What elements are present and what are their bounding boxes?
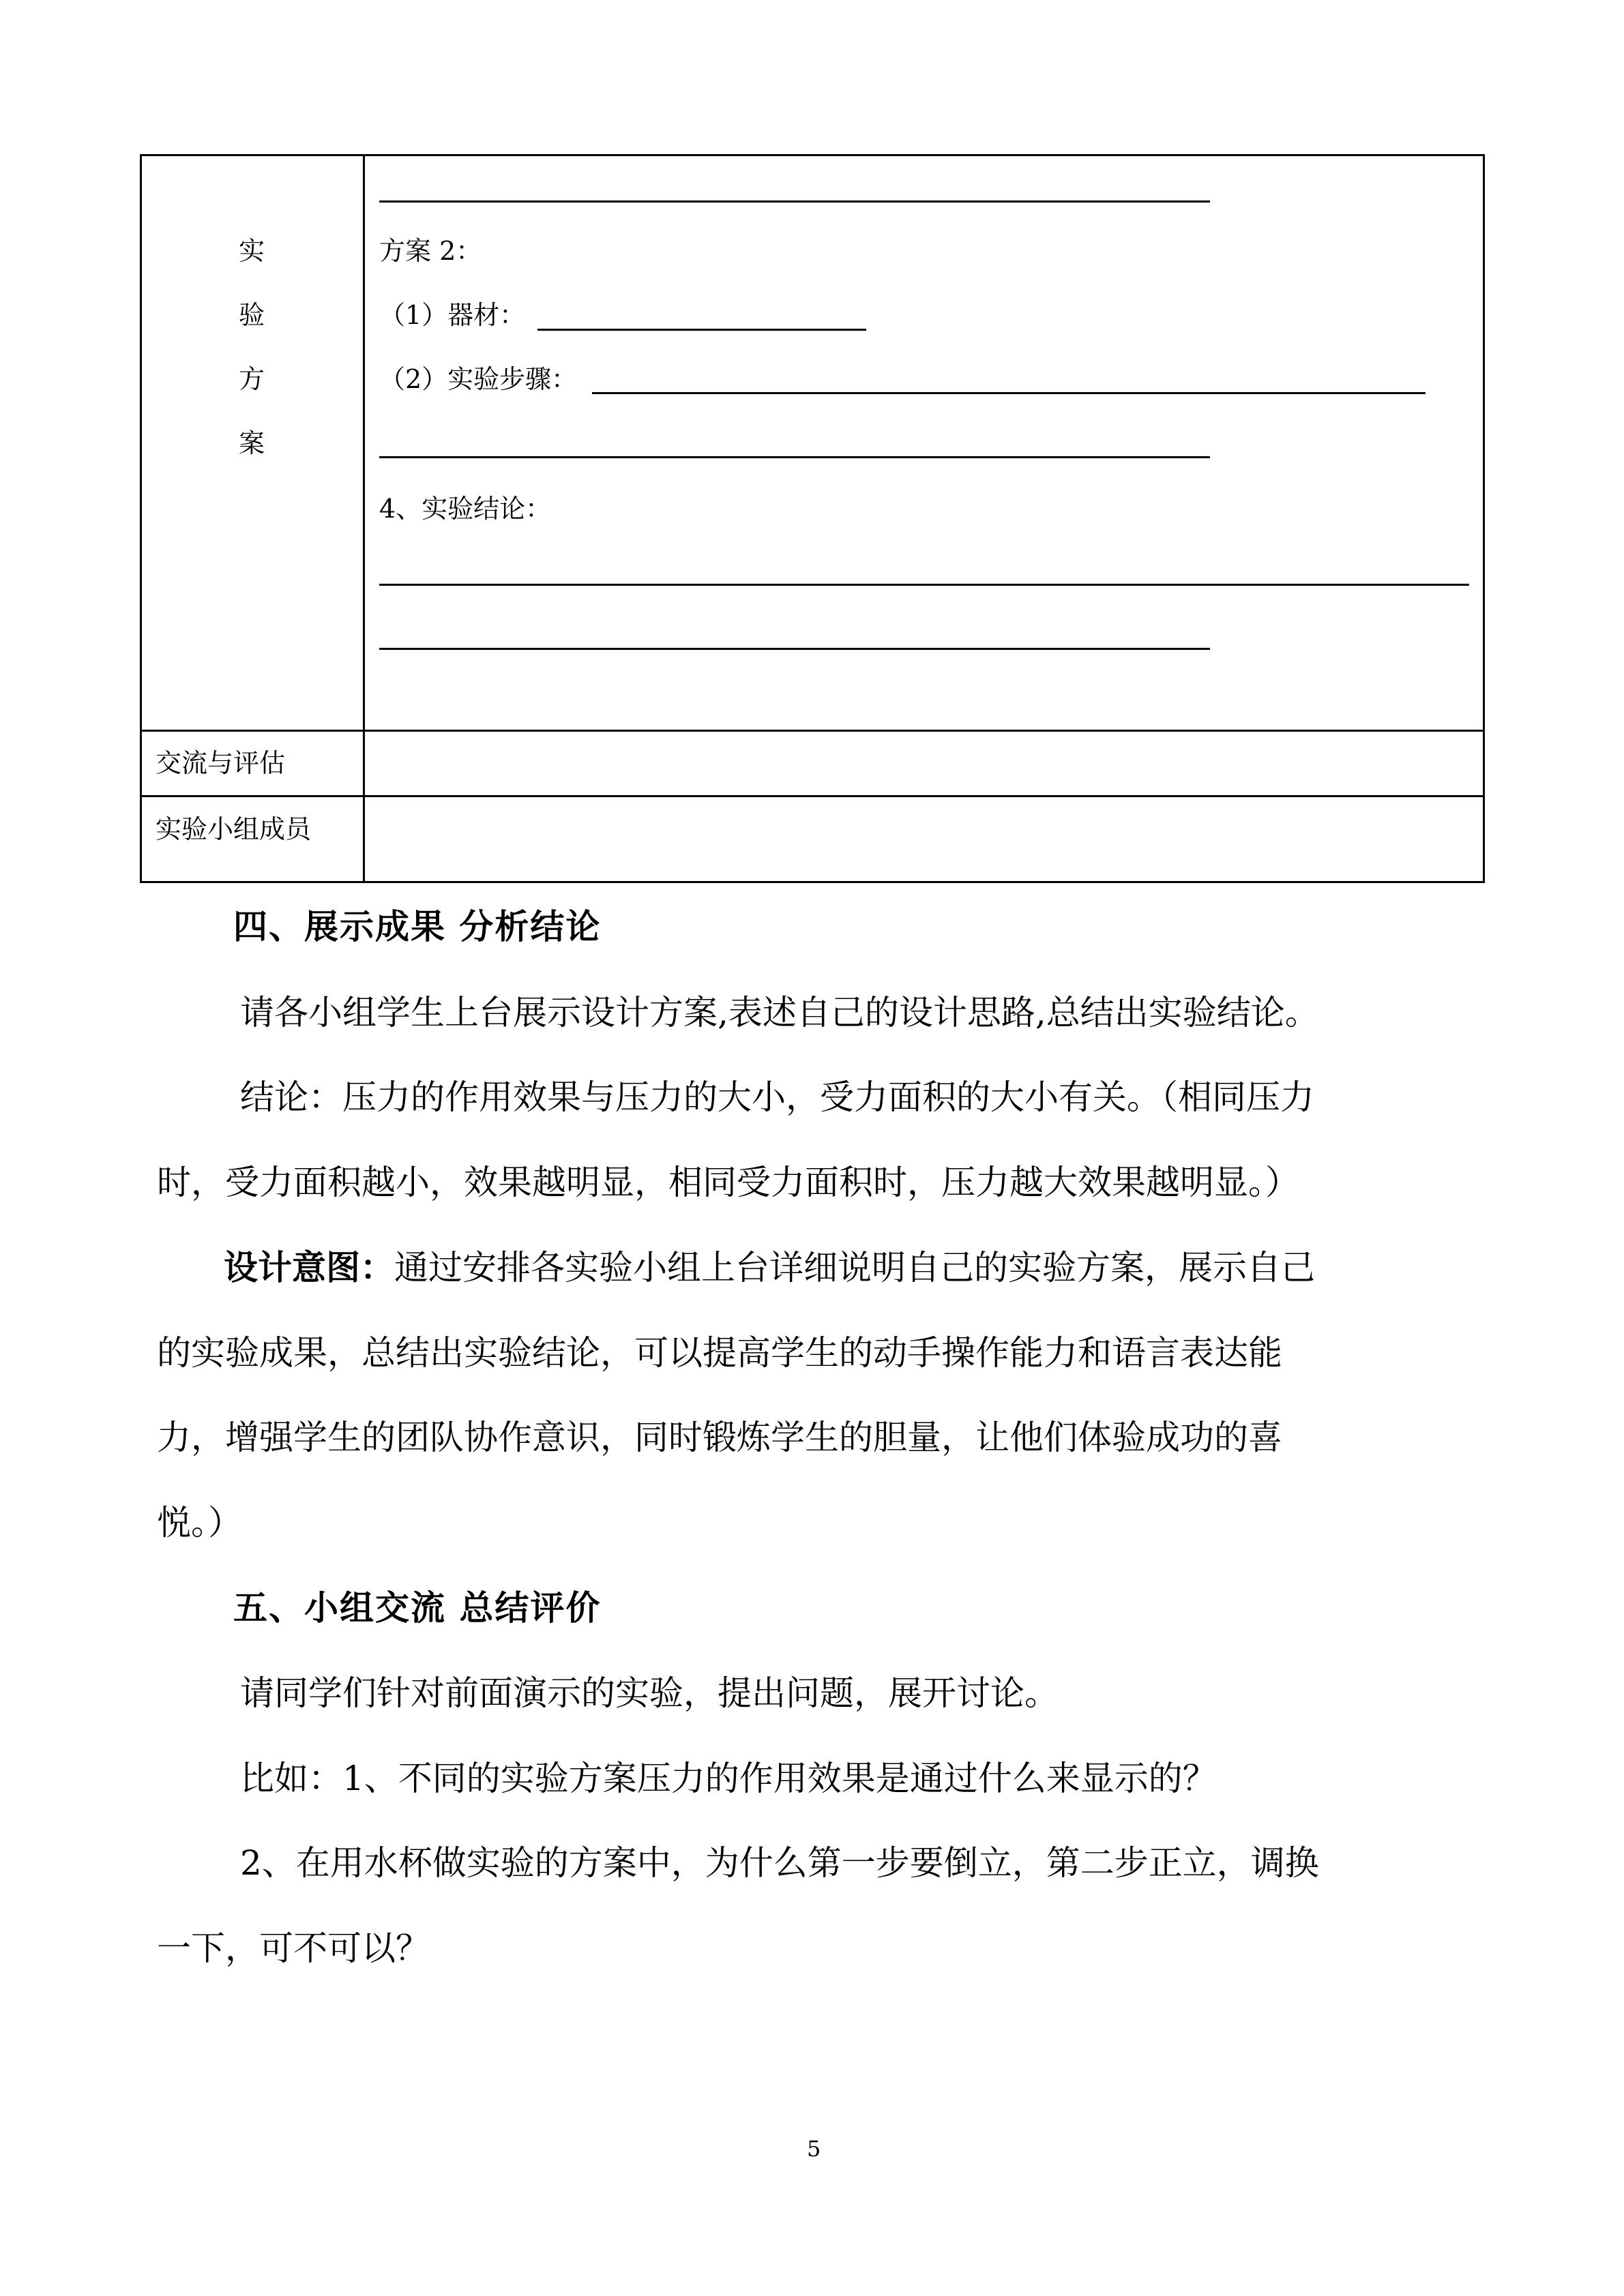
vertical-label-char: 案 <box>239 428 265 458</box>
table-row-divider-2 <box>140 795 1485 797</box>
members-label: 实验小组成员 <box>156 814 312 844</box>
table-row-divider-1 <box>140 730 1485 732</box>
table-border-bottom <box>140 881 1485 883</box>
equipment-answer-line[interactable] <box>537 329 866 331</box>
question-1: 比如：1、不同的实验方案压力的作用效果是通过什么来显示的？ <box>240 1759 1217 1798</box>
question-2-line: 2、在用水杯做实验的方案中，为什么第一步要倒立，第二步正立，调换 <box>240 1843 1319 1883</box>
section4-paragraph: 请各小组学生上台展示设计方案,表述自己的设计思路,总结出实验结论。 <box>240 993 1319 1032</box>
section5-heading: 五、小组交流 总结评价 <box>233 1587 602 1628</box>
plan2-label: 方案 2： <box>379 236 482 266</box>
table-border-right <box>1483 154 1485 883</box>
section5-paragraph: 请同学们针对前面演示的实验，提出问题，展开讨论。 <box>240 1673 1059 1713</box>
design-intent-line <box>224 1246 1315 1289</box>
steps-label: （2）实验步骤： <box>379 364 578 394</box>
conclusion-answer-line[interactable] <box>379 584 1469 586</box>
vertical-label-char: 验 <box>239 300 265 330</box>
conclusion-paragraph-line: 时，受力面积越小，效果越明显，相同受力面积时，压力越大效果越明显。） <box>157 1163 1299 1202</box>
answer-line[interactable] <box>379 200 1210 203</box>
vertical-label-char: 实 <box>239 236 265 266</box>
table-column-divider <box>363 154 365 883</box>
vertical-label-char: 方 <box>239 364 265 394</box>
exchange-label: 交流与评估 <box>156 748 286 778</box>
question-2-line: 一下，可不可以？ <box>157 1928 430 1968</box>
table-border-left <box>140 154 142 883</box>
design-intent-line: 悦。） <box>157 1503 242 1542</box>
table-border-top <box>140 154 1485 156</box>
section4-heading: 四、展示成果 分析结论 <box>233 906 602 946</box>
steps-answer-line-2[interactable] <box>379 456 1210 458</box>
page-number: 5 <box>807 2136 821 2162</box>
equipment-label: （1）器材： <box>379 300 526 330</box>
design-intent-line: 力，增强学生的团队协作意识，同时锻炼学生的胆量，让他们体验成功的喜 <box>157 1418 1282 1457</box>
design-intent-line: 的实验成果，总结出实验结论，可以提高学生的动手操作能力和语言表达能 <box>157 1333 1282 1373</box>
design-intent-label: 设计意图： <box>224 1247 394 1287</box>
steps-answer-line[interactable] <box>592 392 1426 394</box>
conclusion-answer-line-2[interactable] <box>379 648 1210 650</box>
conclusion-paragraph-line: 结论：压力的作用效果与压力的大小，受力面积的大小有关。（相同压力 <box>240 1077 1314 1117</box>
design-intent-text: 通过安排各实验小组上台详细说明自己的实验方案，展示自己 <box>394 1248 1315 1287</box>
conclusion-label: 4、实验结论： <box>379 494 552 524</box>
